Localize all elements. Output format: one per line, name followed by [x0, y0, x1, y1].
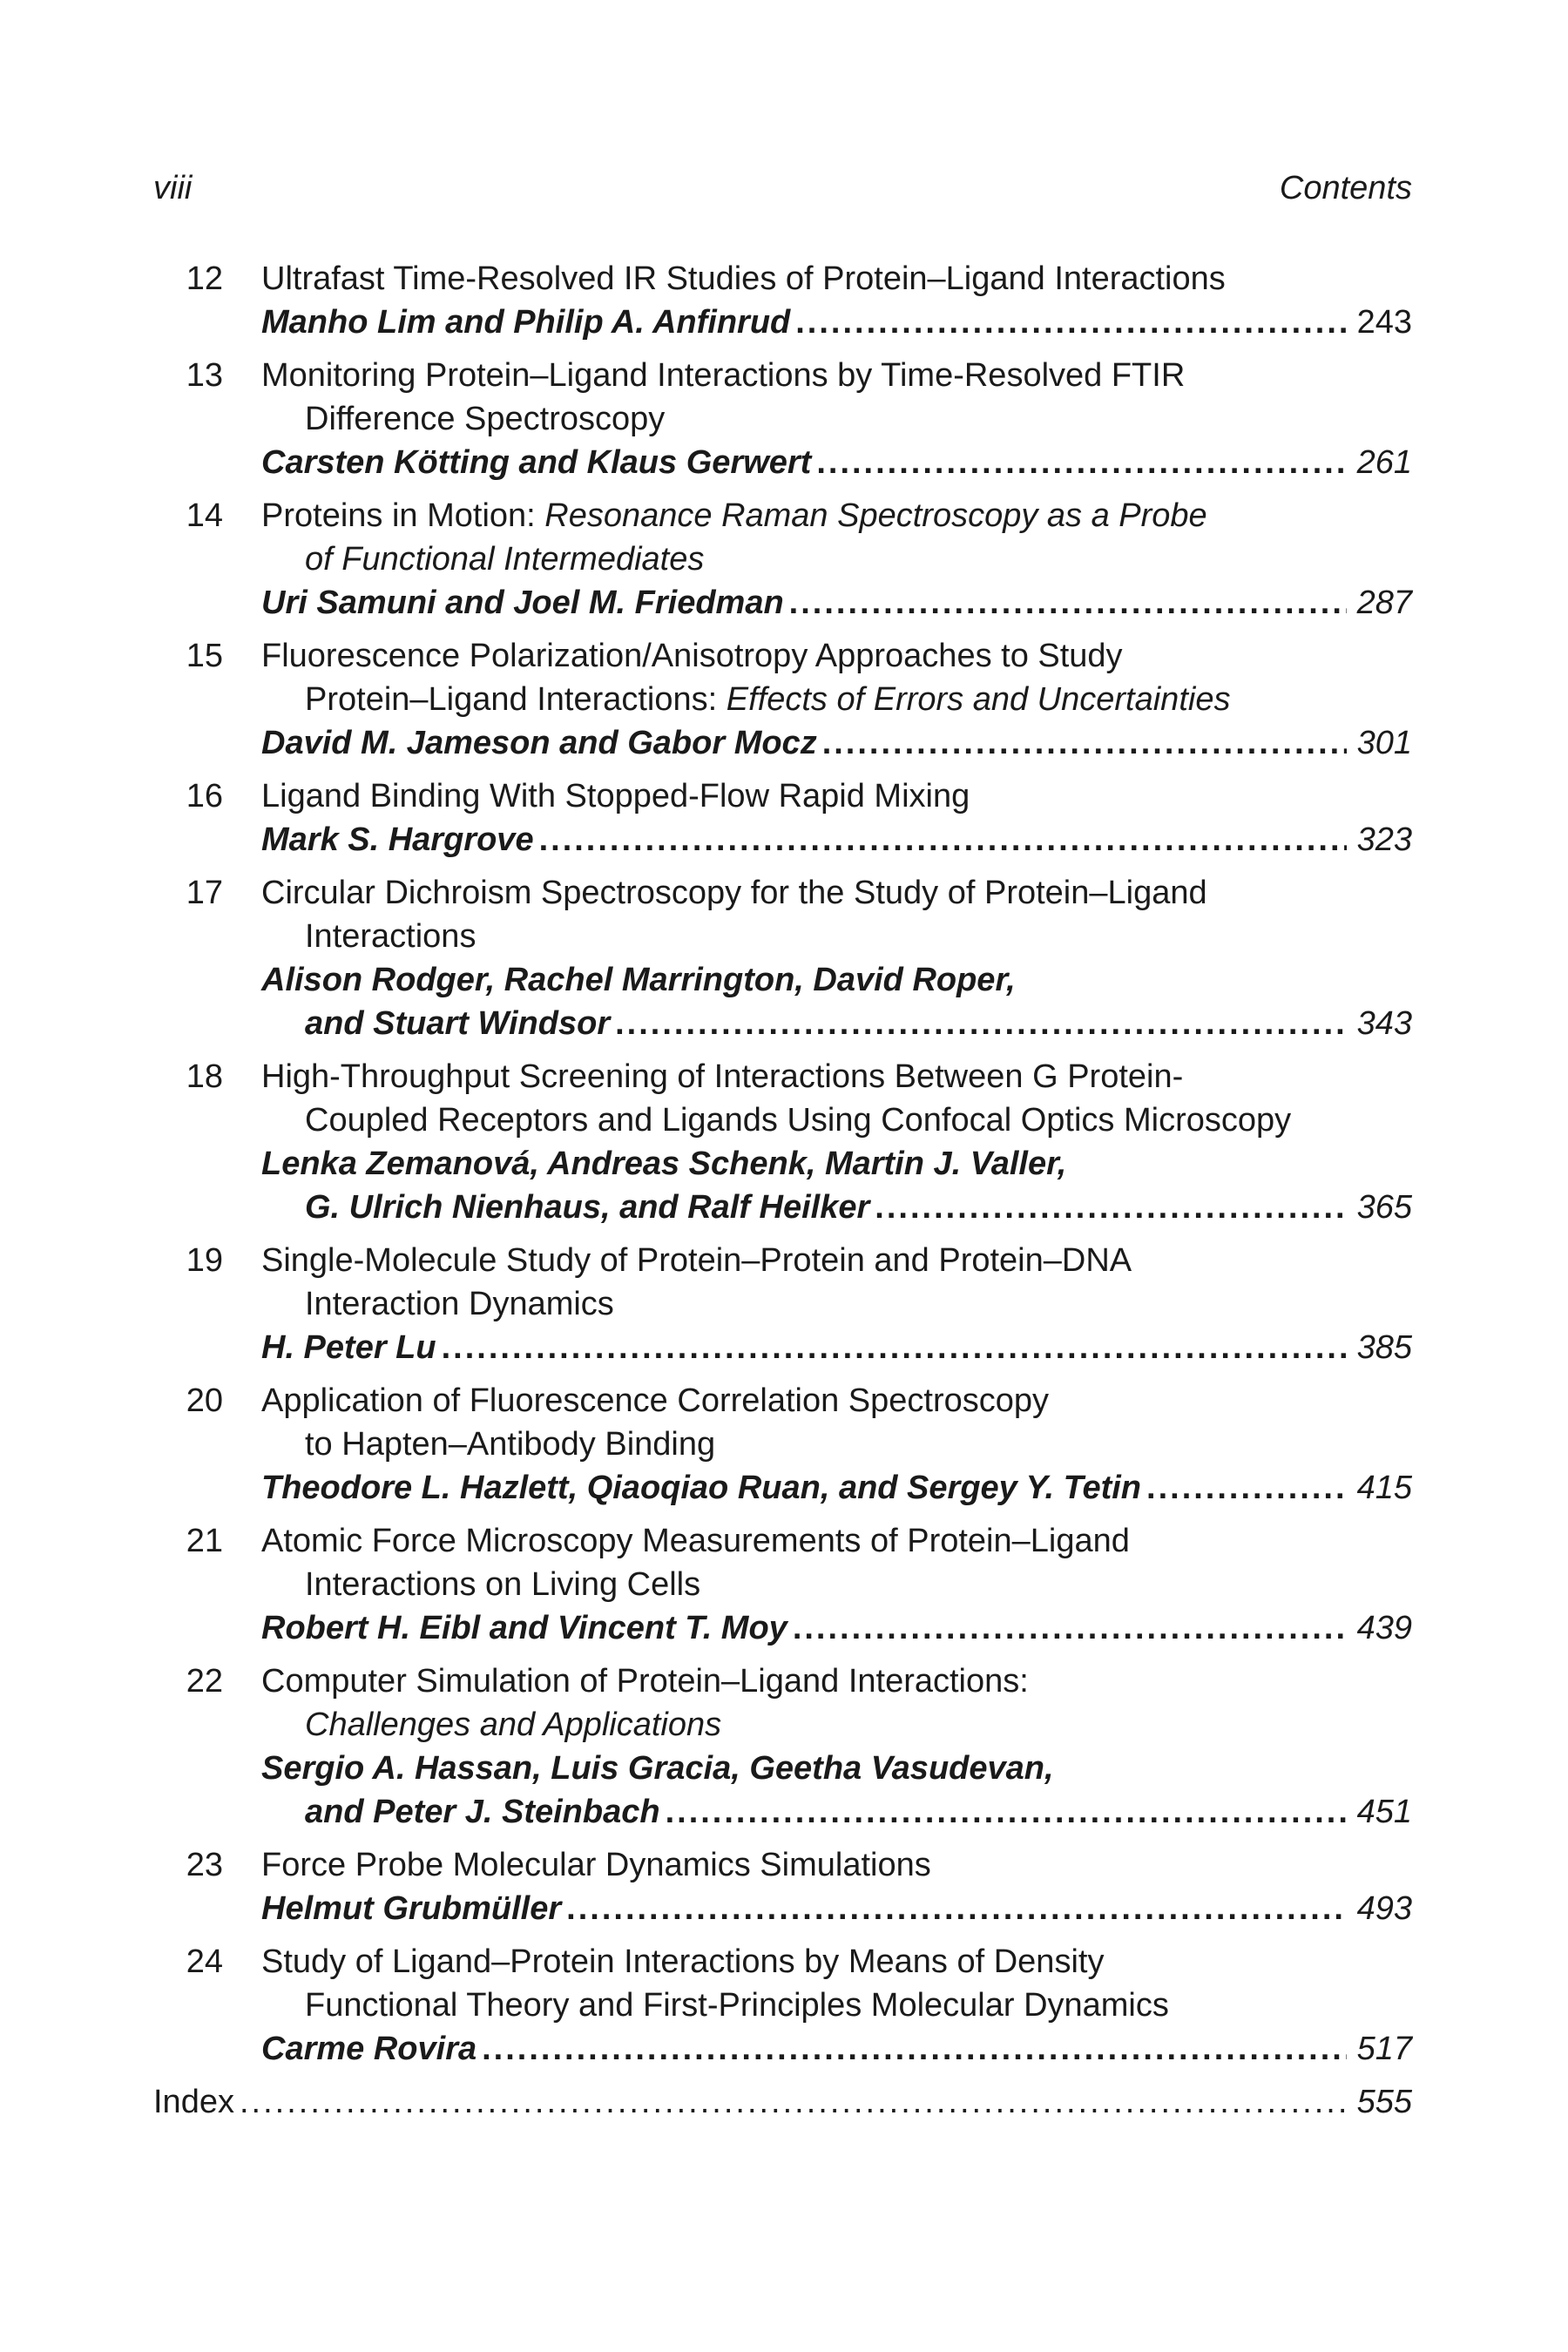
toc-entry-18 [153, 1055, 1412, 1229]
page-ref: 365 [1356, 1189, 1412, 1226]
page-ref: 451 [1356, 1794, 1412, 1830]
chapter-title: Computer Simulation of Protein–Ligand Interactions: [261, 1663, 1029, 1700]
chapter-number: 23 [186, 1847, 223, 1883]
chapter-title-italic: Effects of Errors and Uncertainties [726, 681, 1231, 718]
chapter-title-cont: Interaction Dynamics [305, 1286, 614, 1322]
chapter-authors: Manho Lim and Philip A. Anfinrud [261, 304, 791, 341]
page-ref: 493 [1356, 1890, 1412, 1927]
chapter-authors-cont: G. Ulrich Nienhaus, and Ralf Heilker [305, 1189, 870, 1226]
page-ref: 243 [1356, 304, 1412, 341]
chapter-title-cont [305, 678, 1230, 721]
toc-entry-index [153, 2080, 1412, 2124]
dot-leader [1146, 1466, 1347, 1510]
chapter-title: Circular Dichroism Spectroscopy for the Study of Protein–Ligand [261, 875, 1207, 911]
chapter-title: Atomic Force Microscopy Measurements of Protein–Ligand [261, 1523, 1130, 1559]
chapter-authors: H. Peter Lu [261, 1329, 436, 1366]
chapter-authors: Mark S. Hargrove [261, 821, 534, 858]
chapter-number: 17 [186, 875, 223, 911]
page-ref: 343 [1356, 1005, 1412, 1042]
chapter-number: 19 [186, 1242, 223, 1279]
page-ref: 301 [1356, 725, 1412, 761]
table-of-contents [153, 257, 1412, 2133]
chapter-number: 14 [186, 497, 223, 534]
dot-leader [442, 1326, 1347, 1369]
chapter-title-cont: Interactions on Living Cells [305, 1566, 701, 1603]
toc-entry-16 [153, 774, 1412, 862]
chapter-authors: Theodore L. Hazlett, Qiaoqiao Ruan, and Sergey Y. Tetin [261, 1470, 1142, 1506]
chapter-title-main: Proteins in Motion: [261, 497, 545, 534]
page-ref: 385 [1356, 1329, 1412, 1366]
dot-leader [566, 1887, 1346, 1930]
chapter-title-cont: Interactions [305, 918, 476, 955]
dot-leader [539, 818, 1347, 862]
toc-entry-12 [153, 257, 1412, 344]
chapter-number: 21 [186, 1523, 223, 1559]
dot-leader [822, 721, 1347, 765]
toc-entry-23 [153, 1843, 1412, 1930]
chapter-authors: Carme Rovira [261, 2031, 477, 2067]
chapter-number: 18 [186, 1058, 223, 1095]
chapter-number: 16 [186, 778, 223, 814]
chapter-title [261, 494, 1207, 537]
index-label: Index [153, 2084, 234, 2120]
chapter-title-main: Protein–Ligand Interactions: [305, 681, 727, 718]
chapter-title-cont: to Hapten–Antibody Binding [305, 1426, 716, 1463]
dot-leader [666, 1790, 1347, 1834]
chapter-title: Ligand Binding With Stopped-Flow Rapid Mixing [261, 778, 970, 814]
dot-leader [482, 2027, 1346, 2071]
page-ref: 261 [1356, 444, 1412, 481]
page-ref: 439 [1356, 1610, 1412, 1646]
chapter-title: High-Throughput Screening of Interactions Between G Protein- [261, 1058, 1184, 1095]
toc-entry-22 [153, 1659, 1412, 1834]
chapter-title: Application of Fluorescence Correlation Spectroscopy [261, 1382, 1050, 1419]
chapter-number: 22 [186, 1663, 223, 1700]
chapter-authors: Sergio A. Hassan, Luis Gracia, Geetha Vasudevan, [261, 1750, 1054, 1787]
chapter-authors-cont: and Stuart Windsor [305, 1005, 611, 1042]
toc-entry-20 [153, 1379, 1412, 1510]
chapter-authors-cont: and Peter J. Steinbach [305, 1794, 660, 1830]
page-ref: 323 [1356, 821, 1412, 858]
chapter-authors: David M. Jameson and Gabor Mocz [261, 725, 817, 761]
chapter-title: Single-Molecule Study of Protein–Protein and Protein–DNA [261, 1242, 1132, 1279]
chapter-authors: Uri Samuni and Joel M. Friedman [261, 585, 784, 621]
page-ref: 415 [1356, 1470, 1412, 1506]
chapter-title-italic: Resonance Raman Spectroscopy as a Probe [544, 497, 1207, 534]
dot-leader [615, 1002, 1346, 1045]
chapter-title: Fluorescence Polarization/Anisotropy Approaches to Study [261, 638, 1123, 674]
toc-entry-24 [153, 1940, 1412, 2071]
toc-entry-13 [153, 354, 1412, 484]
page-ref: 555 [1356, 2084, 1412, 2120]
page-ref: 287 [1356, 585, 1412, 621]
chapter-number: 15 [186, 638, 223, 674]
toc-entry-17 [153, 871, 1412, 1045]
chapter-authors: Helmut Grubmüller [261, 1890, 562, 1927]
chapter-authors: Alison Rodger, Rachel Marrington, David Roper, [261, 962, 1016, 998]
dot-leader [795, 301, 1346, 344]
chapter-authors: Carsten Kötting and Klaus Gerwert [261, 444, 812, 481]
chapter-title-cont: Difference Spectroscopy [305, 401, 666, 437]
page-number: viii [153, 170, 193, 206]
running-title: Contents [1279, 170, 1412, 206]
page-header [153, 170, 1412, 213]
chapter-title: Force Probe Molecular Dynamics Simulations [261, 1847, 931, 1883]
dot-leader [875, 1186, 1346, 1229]
page-ref: 517 [1356, 2031, 1412, 2067]
chapter-title-cont: Functional Theory and First-Principles Molecular Dynamics [305, 1987, 1169, 2024]
toc-entry-14 [153, 494, 1412, 625]
chapter-number: 24 [186, 1943, 223, 1980]
chapter-authors: Lenka Zemanová, Andreas Schenk, Martin J. Valler, [261, 1146, 1067, 1182]
chapter-title-cont: Challenges and Applications [305, 1707, 722, 1743]
chapter-title-cont: Coupled Receptors and Ligands Using Confocal Optics Microscopy [305, 1102, 1292, 1139]
chapter-title-cont: of Functional Intermediates [305, 541, 705, 578]
chapter-number: 12 [186, 260, 223, 297]
chapter-title: Ultrafast Time-Resolved IR Studies of Protein–Ligand Interactions [261, 260, 1226, 297]
chapter-title: Monitoring Protein–Ligand Interactions by Time-Resolved FTIR [261, 357, 1186, 394]
chapter-authors: Robert H. Eibl and Vincent T. Moy [261, 1610, 787, 1646]
toc-entry-21 [153, 1519, 1412, 1650]
dot-leader [793, 1606, 1347, 1650]
toc-entry-19 [153, 1239, 1412, 1369]
dot-leader [789, 581, 1347, 625]
chapter-title: Study of Ligand–Protein Interactions by Means of Density [261, 1943, 1105, 1980]
chapter-number: 13 [186, 357, 223, 394]
chapter-number: 20 [186, 1382, 223, 1419]
toc-entry-15 [153, 634, 1412, 765]
dot-leader [240, 2080, 1347, 2124]
dot-leader [816, 441, 1346, 484]
